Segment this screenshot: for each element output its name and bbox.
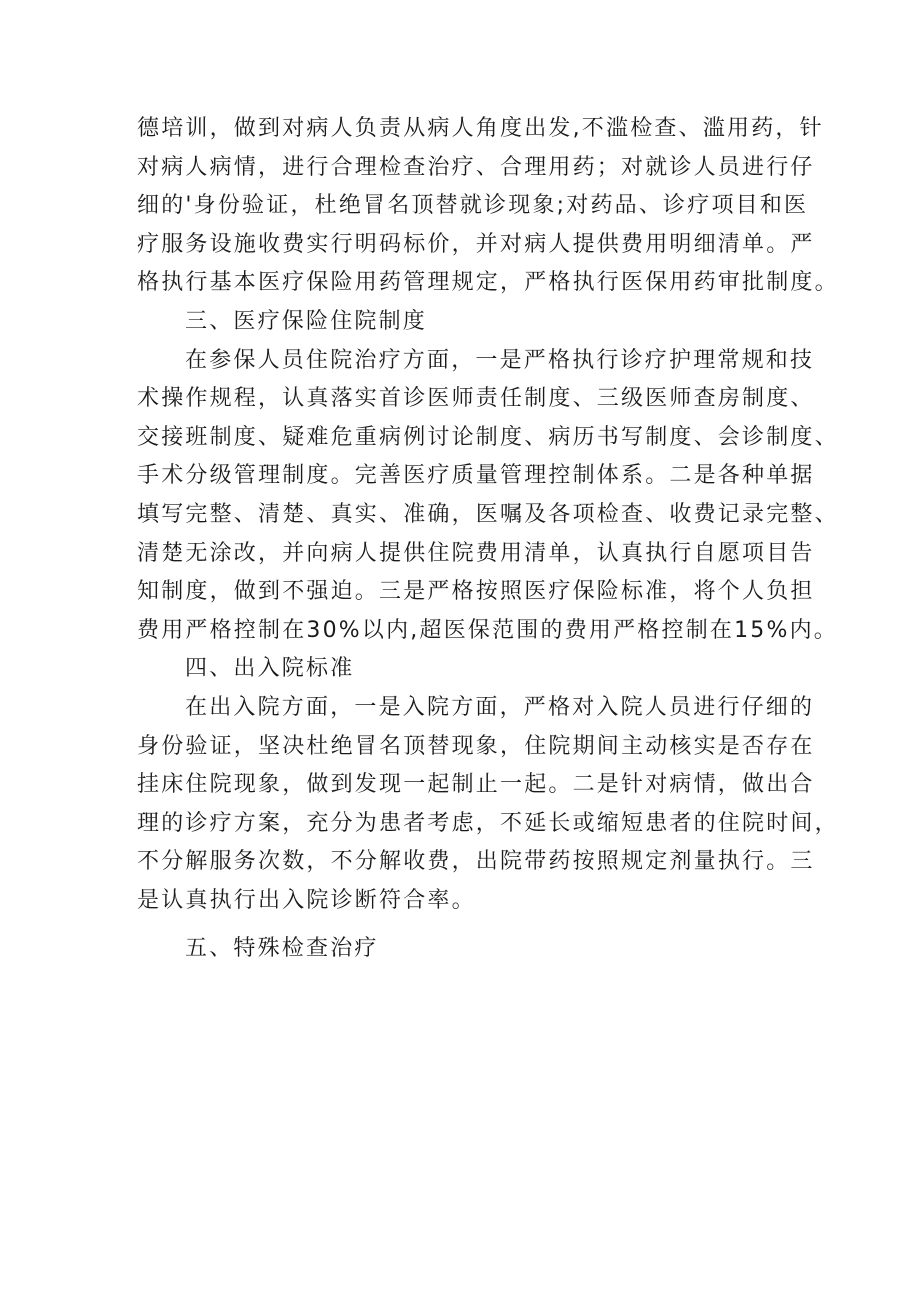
text-line: 知制度，做到不强迫。三是严格按照医疗保险标准，将个人负担 [137, 579, 815, 605]
text-line: 术操作规程，认真落实首诊医师责任制度、三级医师查房制度、 [137, 386, 815, 412]
paragraph-section-4 [137, 689, 839, 921]
text-line: 德培训，做到对病人负责从病人角度出发,不滥检查、滥用药，针 [137, 116, 824, 141]
text-line: 填写完整、清楚、真实、准确，医嘱及各项检查、收费记录完整、 [137, 501, 839, 527]
text-line: 手术分级管理制度。完善医疗质量管理控制体系。二是各种单据 [137, 463, 815, 489]
text-line: 在出入院方面，一是入院方面，严格对入院人员进行仔细的 [185, 694, 815, 720]
spacer [137, 920, 809, 930]
section-heading-3: 三、医疗保险住院制度 [185, 308, 428, 334]
text-line: 身份验证，坚决杜绝冒名顶替现象，住院期间主动核实是否存在 [137, 733, 815, 759]
section-heading-5: 五、特殊检查治疗 [185, 936, 379, 962]
paragraph-intro-continuation [137, 110, 839, 303]
paragraph-section-3 [137, 342, 839, 651]
text-line: 在参保人员住院治疗方面，一是严格执行诊疗护理常规和技 [185, 347, 815, 373]
document-body [137, 110, 839, 969]
text-line: 不分解服务次数，不分解收费，出院带药按照规定剂量执行。三 [137, 849, 815, 875]
text-line: 费用严格控制在30%以内,超医保范围的费用严格控制在15%内。 [137, 617, 838, 643]
text-line: 对病人病情，进行合理检查治疗、合理用药；对就诊人员进行仔 [137, 154, 815, 180]
text-line: 清楚无涂改，并向病人提供住院费用清单，认真执行自愿项目告 [137, 540, 815, 566]
text-line: 是认真执行出入院诊断符合率。 [137, 887, 476, 913]
text-line: 理的诊疗方案，充分为患者考虑，不延长或缩短患者的住院时间， [137, 810, 839, 836]
text-line: 挂床住院现象，做到发现一起制止一起。二是针对病情，做出合 [137, 772, 815, 798]
section-heading-4: 四、出入院标准 [185, 656, 355, 682]
text-line: 疗服务设施收费实行明码标价，并对病人提供费用明细清单。严 [137, 231, 815, 257]
text-line: 细的'身份验证，杜绝冒名顶替就诊现象;对药品、诊疗项目和医 [137, 193, 809, 219]
text-line: 格执行基本医疗保险用药管理规定，严格执行医保用药审批制度。 [137, 270, 839, 296]
text-line: 交接班制度、疑难危重病例讨论制度、病历书写制度、会诊制度、 [137, 424, 839, 450]
